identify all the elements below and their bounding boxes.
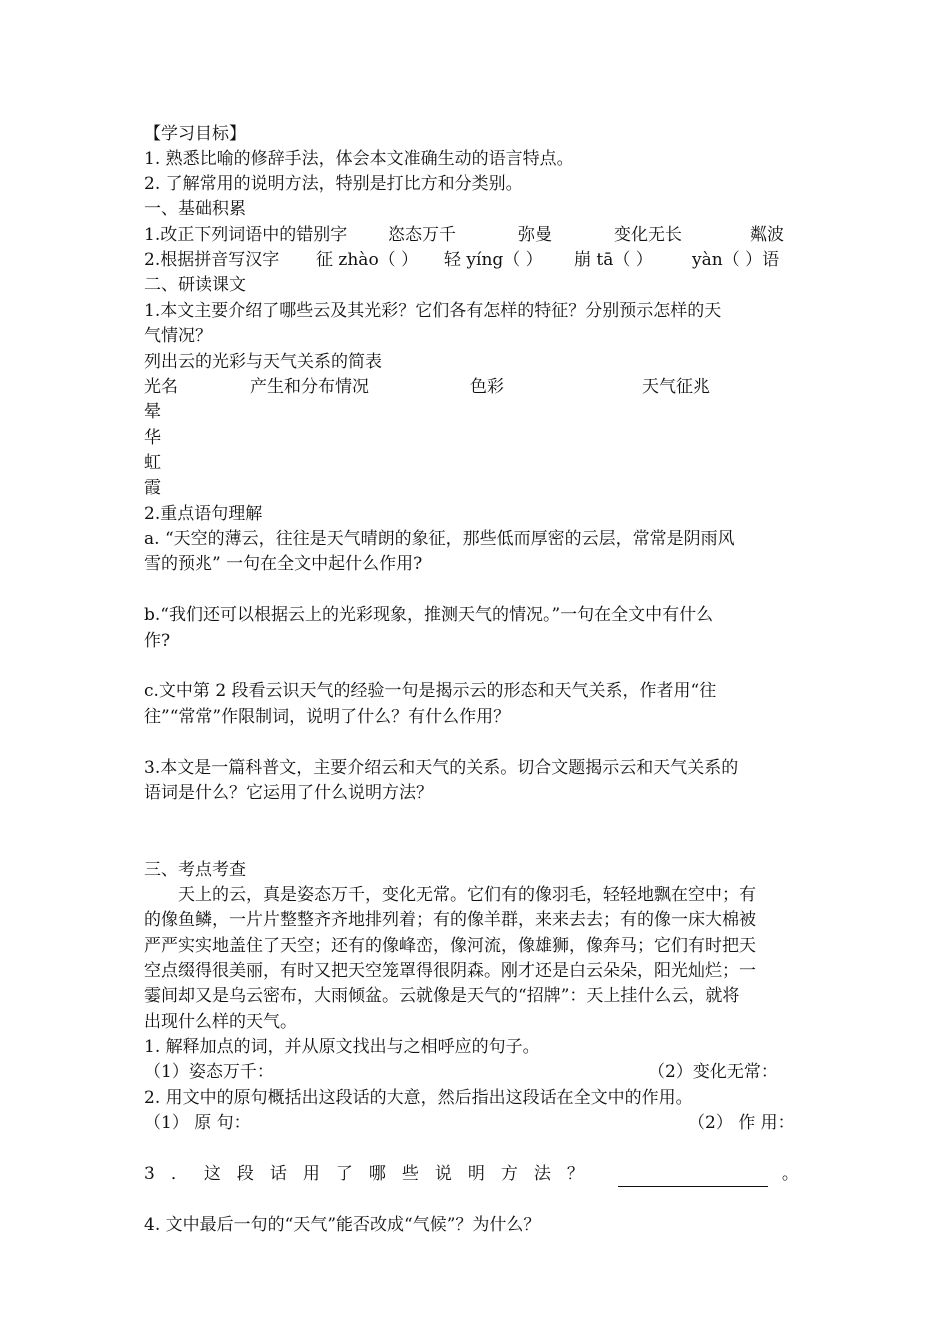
table-header: 天气征兆 [642, 377, 710, 397]
table-row: 晕 [144, 402, 161, 422]
section1-q1-label: 1.改正下列词语中的错别字 [144, 225, 348, 245]
table-header-row [144, 375, 808, 400]
q3-text: 3．这段话用了哪些说明方法？ [144, 1164, 600, 1184]
pinyin-item-2: 轻 yíng（ ） [444, 250, 543, 270]
section1-q2-label: 2.根据拼音写汉字 [144, 250, 280, 270]
question-c-line1: c.文中第 2 段看云识天气的经验一句是揭示云的形态和天气关系，作者用“往 [144, 681, 717, 701]
question-b-line2: 作? [144, 631, 171, 651]
typo-word-2: 弥曼 [518, 225, 552, 245]
section2-q3-line1: 3.本文是一篇科普文，主要介绍云和天气的关系。切合文题揭示云和天气关系的 [144, 758, 739, 778]
typo-word-1: 恣态万千 [388, 225, 456, 245]
table-header: 光名 [144, 377, 178, 397]
typo-word-3: 变化无长 [614, 225, 682, 245]
section3-q2: 2. 用文中的原句概括出这段话的大意，然后指出这段话在全文中的作用。 [144, 1088, 693, 1108]
section3-heading: 三、考点考查 [144, 860, 246, 880]
section2-q3-line2: 语词是什么？它运用了什么说明方法？ [144, 783, 433, 803]
section3-q3 [144, 1162, 808, 1187]
pinyin-item-3: 崩 tā（ ） [574, 250, 653, 270]
passage-line: 出现什么样的天气。 [144, 1012, 297, 1032]
passage-line: 空点缀得很美丽，有时又把天空笼罩得很阴森。刚才还是白云朵朵，阳光灿烂；一 [144, 961, 756, 981]
pinyin-item-1: 征 zhào（ ） [316, 250, 419, 270]
q3-end: 。 [781, 1164, 799, 1184]
goal-item-1: 1. 熟悉比喻的修辞手法，体会本文准确生动的语言特点。 [144, 149, 574, 169]
question-c-line2: 往”“常常”作限制词，说明了什么？有什么作用？ [144, 707, 511, 727]
q3-answer-blank[interactable] [618, 1168, 768, 1187]
table-header: 产生和分布情况 [250, 377, 369, 397]
section1-heading: 一、基础积累 [144, 199, 246, 219]
q2-sub2-label: （2） 作 用： [688, 1113, 795, 1133]
table-header: 色彩 [470, 377, 504, 397]
table-row: 虹 [144, 453, 161, 473]
q1-sub1-label: （1）姿态万千： [144, 1062, 274, 1082]
section3-q1: 1. 解释加点的词，并从原文找出与之相呼应的句子。 [144, 1037, 540, 1057]
passage-line: 严严实实地盖住了天空；还有的像峰峦，像河流，像雄狮，像奔马；它们有时把天 [144, 936, 756, 956]
passage-line: 天上的云，真是姿态万千，变化无常。它们有的像羽毛，轻轻地飘在空中；有 [178, 885, 756, 905]
passage-line: 的像鱼鳞，一片片整整齐齐地排列着；有的像羊群，来来去去；有的像一床大棉被 [144, 910, 756, 930]
section2-q1-line1: 1.本文主要介绍了哪些云及其光彩？它们各有怎样的特征？分别预示怎样的天 [144, 301, 722, 321]
typo-word-4: 粼波 [750, 225, 784, 245]
passage-line: 霎间却又是乌云密布，大雨倾盆。云就像是天气的“招牌”：天上挂什么云，就将 [144, 986, 740, 1006]
goal-item-2: 2. 了解常用的说明方法，特别是打比方和分类别。 [144, 174, 523, 194]
question-b-line1: b.“我们还可以根据云上的光彩现象，推测天气的情况。”一句在全文中有什么 [144, 605, 714, 625]
section1-q1 [144, 223, 808, 248]
section3-q2-subs [144, 1111, 808, 1136]
goals-heading: 【学习目标】 [144, 124, 246, 144]
section2-heading: 二、研读课文 [144, 275, 246, 295]
section2-q1-line2: 气情况？ [144, 326, 212, 346]
table-title: 列出云的光彩与天气关系的简表 [144, 352, 382, 372]
section1-q2 [144, 248, 808, 273]
table-row: 霞 [144, 478, 161, 498]
table-row: 华 [144, 428, 161, 448]
q2-sub1-label: （1） 原 句： [144, 1113, 251, 1133]
pinyin-item-4: yàn（ ）语 [692, 250, 780, 270]
question-a-line2: 雪的预兆” 一句在全文中起什么作用? [144, 554, 423, 574]
question-a-line1: a. “天空的薄云，往往是天气晴朗的象征，那些低而厚密的云层，常常是阴雨风 [144, 529, 735, 549]
q1-sub2-label: （2）变化无常： [648, 1062, 778, 1082]
section2-q2-heading: 2.重点语句理解 [144, 504, 263, 524]
section3-q1-subs [144, 1060, 808, 1085]
section3-q4: 4. 文中最后一句的“天气”能否改成“气候”？为什么？ [144, 1215, 541, 1235]
